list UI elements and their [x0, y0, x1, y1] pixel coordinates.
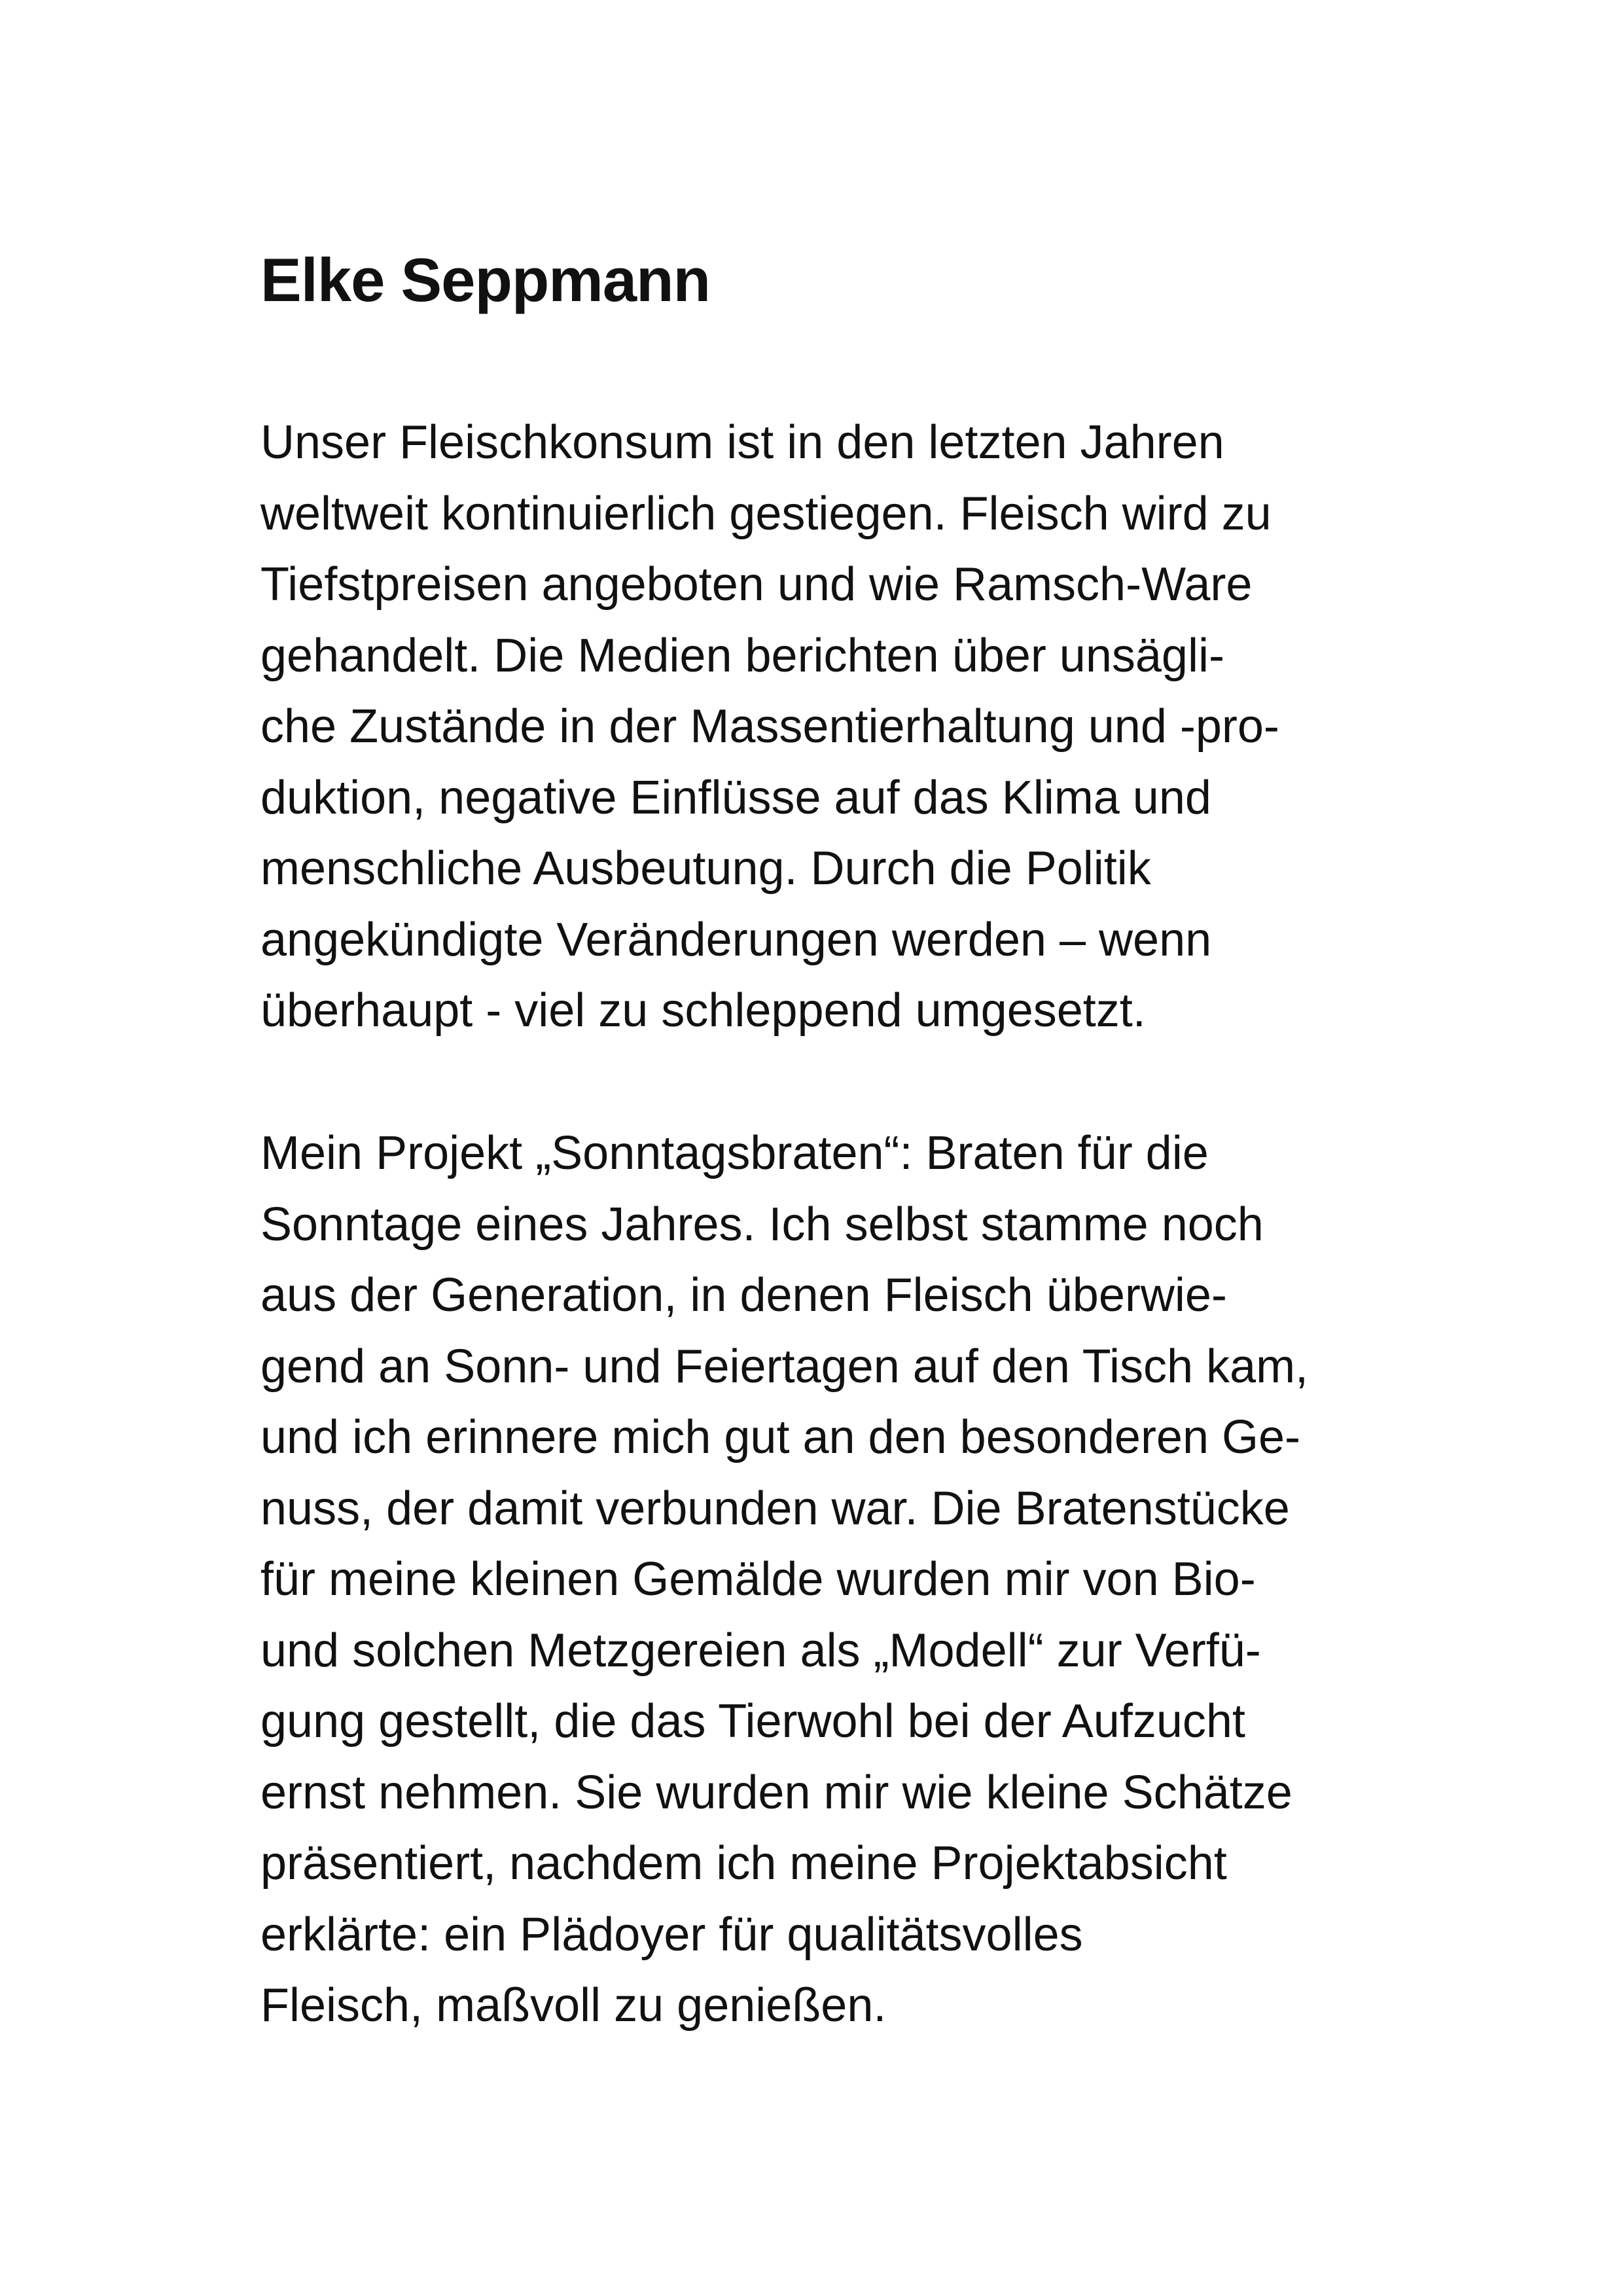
text-line: und solchen Metzgereien als „Modell“ zur Verfü- [260, 1624, 1261, 1677]
text-line: che Zustände in der Massentierhaltung und -pro- [260, 700, 1279, 753]
page-title: Elke Seppmann [260, 245, 710, 314]
text-line: ernst nehmen. Sie wurden mir wie kleine Schätze [260, 1766, 1293, 1819]
text-line: und ich erinnere mich gut an den besonderen Ge- [260, 1411, 1301, 1463]
text-line: präsentiert, nachdem ich meine Projektabsicht [260, 1837, 1227, 1890]
paragraph [260, 407, 1279, 1047]
paragraph [260, 1118, 1308, 2041]
text-line: Mein Projekt „Sonntagsbraten“: Braten für die [260, 1127, 1209, 1179]
text-line: Tiefstpreisen angeboten und wie Ramsch-Ware [260, 558, 1253, 611]
text-line: nuss, der damit verbunden war. Die Bratenstücke [260, 1482, 1290, 1535]
text-line: gung gestellt, die das Tierwohl bei der Aufzucht [260, 1695, 1245, 1748]
text-line: überhaupt - viel zu schleppend umgesetzt. [260, 984, 1146, 1037]
text-line: für meine kleinen Gemälde wurden mir von Bio- [260, 1553, 1256, 1605]
text-line: gehandelt. Die Medien berichten über unsägli- [260, 629, 1224, 682]
text-line: weltweit kontinuierlich gestiegen. Fleisch wird zu [260, 487, 1272, 540]
text-line: aus der Generation, in denen Fleisch überwie- [260, 1269, 1227, 1321]
text-line: angekündigte Veränderungen werden – wenn [260, 913, 1212, 966]
text-line: Unser Fleischkonsum ist in den letzten Jahren [260, 416, 1224, 469]
text-line: Sonntage eines Jahres. Ich selbst stamme noch [260, 1198, 1264, 1251]
text-line: Fleisch, maßvoll zu genießen. [260, 1979, 887, 2032]
text-line: erklärte: ein Plädoyer für qualitätsvolles [260, 1908, 1083, 1961]
text-line: gend an Sonn- und Feiertagen auf den Tisch kam, [260, 1340, 1309, 1393]
text-line: menschliche Ausbeutung. Durch die Politik [260, 842, 1151, 895]
text-line: duktion, negative Einflüsse auf das Klima und [260, 771, 1211, 824]
